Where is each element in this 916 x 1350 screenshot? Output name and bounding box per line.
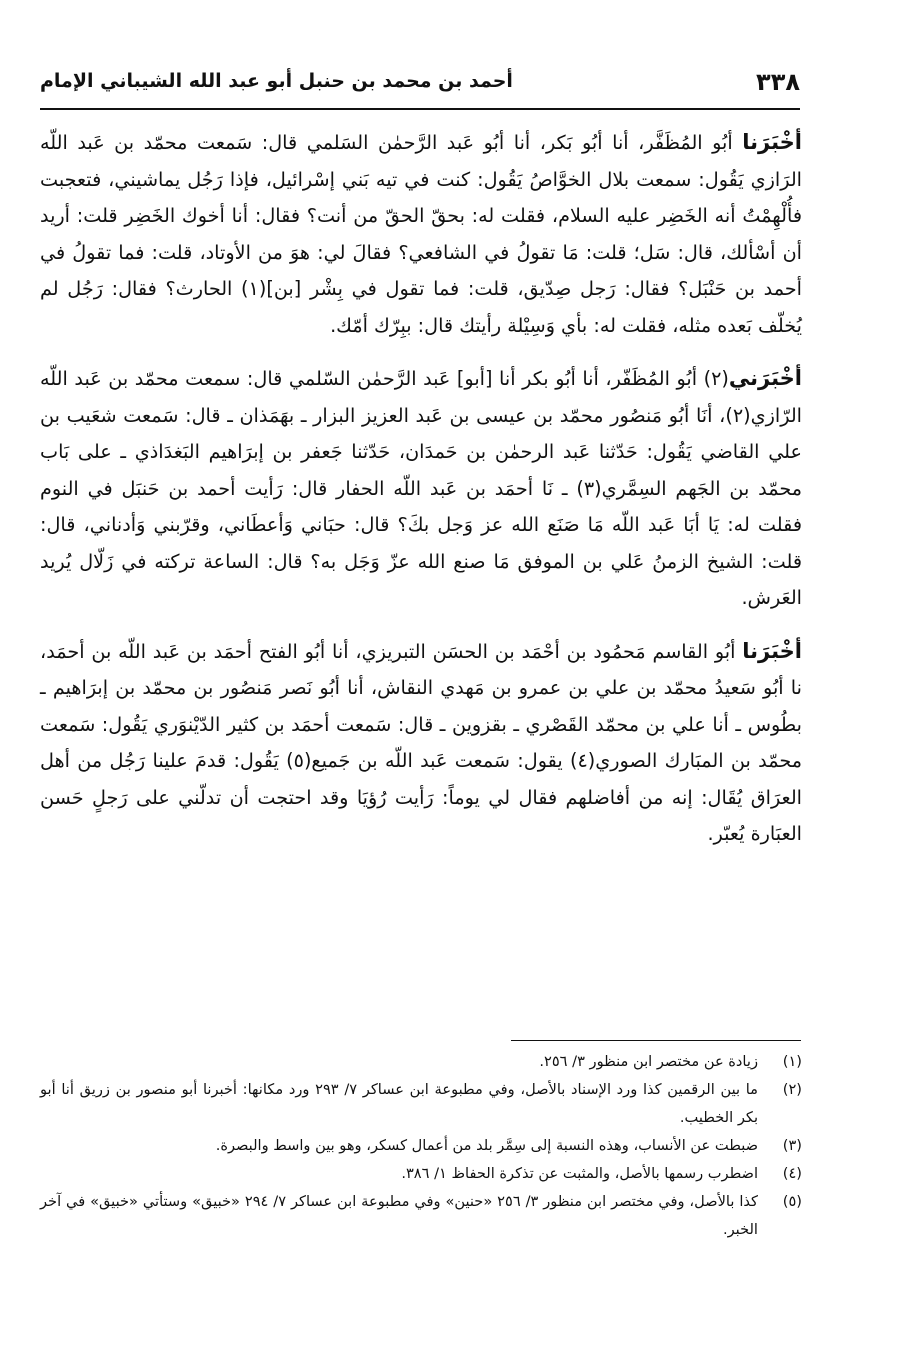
footnote-text: ضبطت عن الأنساب، وهذه النسبة إلى سِمَّر بلد من أعمال كسكر، وهو بين واسط والبصرة.	[215, 1137, 758, 1154]
paragraph-text: أبُو القاسم مَحمُود بن أحْمَد بن الحسَن التبريزي، أنا أبُو الفتح أحمَد بن عَبد اللّه بن أحمَد، نا أبُو سَعيدُ محمّد بن علي بن عمرو بن مَهدي النقاش، أنا أبُو نَصر مَنصُور بن محمّد بن إبرَاهيم ـ بطُوس ـ أنا علي بن محمّد القَصْري ـ بقزوين ـ قال: سَمعت أحمَد بن كثير الدّيْنوَري يَقُول: سَمعت محمّد بن المبَارك الصوري(٤) يقول: سَمعت عَبد اللّه بن جَميع(٥) يَقُول: قدمَ علينا رَجُل من أهل العرَاق يُقَال: إنه من أفاضلهم فقال لي يوماً: رَأيت رُؤيَا وقد احتجت أن تدلّني على رَجلٍ حَسن العبَارة يُعبّر.	[40, 639, 802, 845]
paragraph-1	[40, 124, 802, 344]
footnote-text: ما بين الرقمين كذا ورد الإسناد بالأصل، وفي مطبوعة ابن عساكر ٧/ ٢٩٣ ورد مكانها: أخبرنا أبو منصور بن زريق أنا أبو بكر الخطيب.	[40, 1081, 758, 1126]
paragraph-text: أبُو المُظَفَّر، أنا أبُو بَكر، أنا أبُو عَبد الرَّحمٰن السَلمي قال: سَمعت محمّد بن عَبد اللّه الرَازي يَقُول: سمعت بلال الخوَّاصُ يَقُول: كنت في تيه بَني إسْرائيل، فإذا رَجُل يماشيني، فتعجبت فأُلْهِمْتُ أنه الخَضِر عليه السلام، فقلت له: بحقّ الحقّ من أنت؟ فقال: أنا أخوك الخَضِر قلت: أريد أن أسْألك، قال: سَل؛ قلت: مَا تقولُ في الشافعي؟ فقالَ لي: هوَ من الأوتاد، قلت: فما تقولُ في أحمد بن حَنْبَل؟ فقال: رَجل صِدّيق، قلت: فما تقول في بِشْر [بن](١) الحارث؟ فقال: رَجُل لم يُخلّف بَعده مثله، فقلت له: بأي وَسِيْلة رأيتك قال: ببِرّك أمّك.	[40, 131, 802, 337]
footnote-3	[40, 1132, 802, 1160]
footnote-divider	[511, 1040, 801, 1041]
footnote-number: (٣)	[782, 1137, 802, 1154]
footnote-text: زيادة عن مختصر ابن منظور ٣/ ٢٥٦.	[539, 1053, 758, 1070]
footnote-5	[40, 1188, 802, 1244]
paragraph-lead: أخْبَرَنا	[742, 130, 802, 154]
paragraph-text: (٢) أبُو المُظَفّر، أنا أبُو بكر أنا [أبو] عَبد الرَّحمٰن السّلمي قال: سمعت محمّد بن عَبد اللّه الرّازي(٢)، أنَا أبُو مَنصُور محمّد بن عيسى بن عَبد العزيز البزار ـ بهَمَذان ـ قال: سَمعت شعَيب بن علي القاضي يَقُول: حَدّثنا عَبد الرحمٰن بن حَمدَان، حَدّثنا جَعفر بن إبرَاهيم البَغدَاذي ـ على بَاب محمّد بن الجَهم السِمَّري(٣) ـ نَا أحمَد بن عَبد اللّه الحفار قال: رَأيت أحمد بن حَنبَل في النوم فقلت له: يَا أبَا عَبد اللّه مَا صَنَع الله عز وَجل بكَ؟ قال: حبَاني وَأعطَاني، وقرّبني وَأدناني، قال: قلت: الشيخ الزمنُ عَلي بن الموفق مَا صنع الله عزّ وَجَل به؟ قال: الساعة تركته في زَلّال يُريد العَرش.	[40, 367, 802, 609]
running-title: أحمد بن محمد بن حنبل أبو عبد الله الشيباني الإمام	[40, 70, 513, 92]
page-number: ٣٣٨	[756, 68, 800, 96]
footnote-1	[40, 1048, 802, 1076]
footnote-number: (٤)	[782, 1165, 802, 1182]
footnote-number: (٥)	[782, 1193, 802, 1210]
paragraph-2	[40, 360, 802, 617]
running-header	[40, 62, 800, 110]
footnote-2	[40, 1076, 802, 1132]
footnote-text: كذا بالأصل، وفي مختصر ابن منظور ٣/ ٢٥٦ «حنين» وفي مطبوعة ابن عساكر ٧/ ٢٩٤ «خبيق» وستأتي «خبيق» في آخر الخبر.	[40, 1193, 758, 1238]
footnote-4	[40, 1160, 802, 1188]
footnote-text: اضطرب رسمها بالأصل، والمثبت عن تذكرة الحفاظ ١/ ٣٨٦.	[401, 1165, 758, 1182]
footnote-number: (٢)	[782, 1081, 802, 1098]
paragraph-3	[40, 633, 802, 853]
footnote-number: (١)	[782, 1053, 802, 1070]
paragraph-lead: أخْبَرَني	[728, 366, 802, 390]
main-text	[40, 124, 802, 869]
paragraph-lead: أخْبَرَنا	[742, 638, 802, 663]
footnotes	[40, 1048, 802, 1244]
